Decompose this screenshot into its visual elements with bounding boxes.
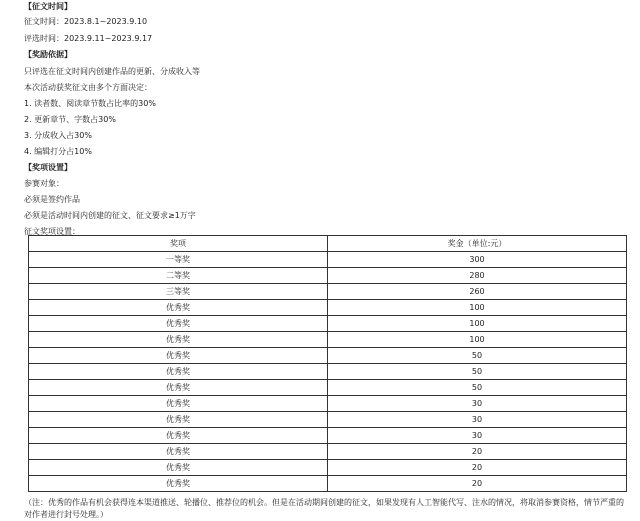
table-row [29,380,627,396]
table-row [29,476,627,492]
prize-cell: 260 [328,284,627,300]
table-row [29,300,627,316]
prize-cell: 100 [328,332,627,348]
award-cell: 优秀奖 [29,396,328,412]
prize-cell: 100 [328,300,627,316]
award-cell: 优秀奖 [29,316,328,332]
column-header-prize: 奖金（单位:元） [328,236,627,252]
award-cell: 优秀奖 [29,300,328,316]
table-row [29,428,627,444]
table-row [29,268,627,284]
prize-cell: 30 [328,396,627,412]
requirement-item: 必须是活动时间内创建的征文、征文要求≥1万字 [24,211,196,220]
time-heading: 【征文时间】 [24,2,72,11]
awards-table [28,235,627,492]
table-row [29,348,627,364]
table-row [29,444,627,460]
award-cell: 二等奖 [29,268,328,284]
prize-cell: 30 [328,428,627,444]
basis-text-2: 本次活动获奖征文由多个方面决定： [24,83,152,92]
table-row [29,284,627,300]
criterion-item: 2. 更新章节、字数占30% [24,115,116,124]
award-cell: 优秀奖 [29,380,328,396]
judging-period: 评选时间：2023.9.11~2023.9.17 [24,34,153,43]
requirement-item: 必须是签约作品 [24,195,80,204]
footnote: （注：优秀的作品有机会获得连本渠道推送、轮播位、推荐位的机会。但是在活动期间创建的征文，如果发现有人工智能代写、注水的情况，将取消参赛资格，情节严重的对作者进行封号处理。） [24,498,624,519]
award-cell: 一等奖 [29,252,328,268]
prize-cell: 20 [328,476,627,492]
prize-cell: 50 [328,364,627,380]
prize-cell: 300 [328,252,627,268]
table-row [29,316,627,332]
basis-text-1: 只评选在征文时间内创建作品的更新、分成收入等 [24,67,200,76]
award-cell: 三等奖 [29,284,328,300]
award-cell: 优秀奖 [29,364,328,380]
awards-label: 征文奖项设置： [24,227,80,236]
table-row [29,364,627,380]
criterion-item: 4. 编辑打分占10% [24,147,92,156]
criterion-item: 1. 读者数、阅读章节数占比率的30% [24,99,156,108]
table-row [29,412,627,428]
prize-cell: 50 [328,380,627,396]
submission-period: 征文时间：2023.8.1~2023.9.10 [24,17,148,26]
prize-cell: 30 [328,412,627,428]
prize-cell: 50 [328,348,627,364]
award-cell: 优秀奖 [29,412,328,428]
award-cell: 优秀奖 [29,332,328,348]
table-row [29,252,627,268]
table-row [29,396,627,412]
awards-heading: 【奖项设置】 [24,163,72,172]
prize-cell: 20 [328,444,627,460]
award-cell: 优秀奖 [29,428,328,444]
award-cell: 优秀奖 [29,444,328,460]
prize-cell: 100 [328,316,627,332]
table-row [29,332,627,348]
participants-label: 参赛对象： [24,179,64,188]
column-header-award: 奖项 [29,236,328,252]
prize-cell: 280 [328,268,627,284]
criterion-item: 3. 分成收入占30% [24,131,92,140]
award-cell: 优秀奖 [29,476,328,492]
award-cell: 优秀奖 [29,348,328,364]
award-cell: 优秀奖 [29,460,328,476]
prize-cell: 20 [328,460,627,476]
table-row [29,460,627,476]
basis-heading: 【奖励依据】 [24,50,72,59]
table-header-row [29,236,627,252]
